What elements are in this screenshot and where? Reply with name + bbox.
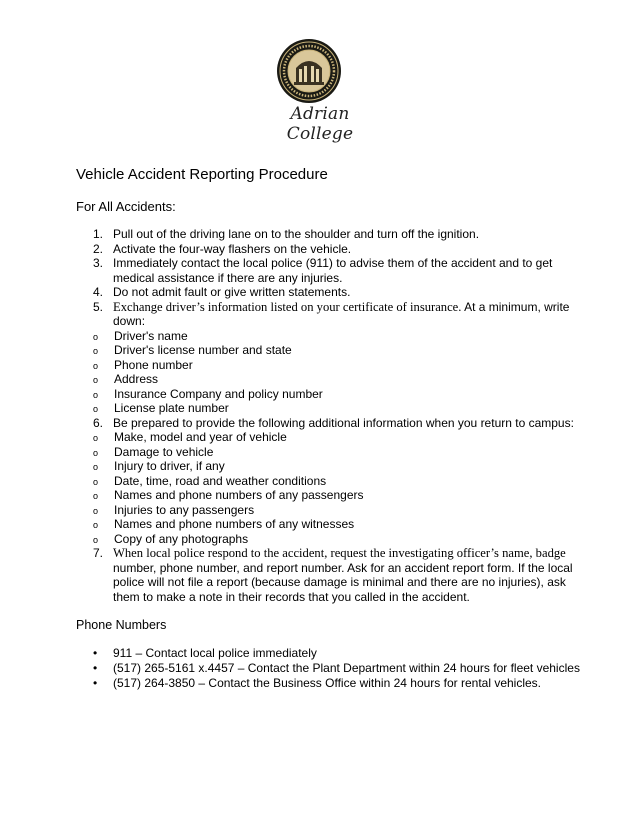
step-1: 1. Pull out of the driving lane on to the shoulder and turn off the ignition. [93, 227, 480, 241]
list-item: o Names and phone numbers of any witnesses [93, 517, 355, 531]
list-item: o Damage to vehicle [93, 444, 214, 459]
list-item: o Address [93, 372, 159, 386]
section-heading: For All Accidents: [76, 199, 176, 214]
list-item: o Make, model and year of vehicle [93, 430, 287, 444]
phone-item: • (517) 264-3850 – Contact the Business Office within 24 hours for rental vehicles. [93, 676, 542, 690]
list-item: o Names and phone numbers of any passengers [93, 488, 364, 502]
step-2: 2. Activate the four-way flashers on the vehicle. [93, 241, 352, 256]
step-4: 4. Do not admit fault or give written statements. [93, 285, 351, 299]
phone-numbers-heading: Phone Numbers [76, 618, 167, 632]
list-item: o Injuries to any passengers [93, 502, 255, 517]
page-title: Vehicle Accident Reporting Procedure [76, 166, 328, 183]
step-3: 3. Immediately contact the local police (911) to advise them of the accident and to get medical assistance if there are any injuries. [93, 256, 553, 285]
list-item: o Phone number [93, 357, 193, 372]
phone-item: • 911 – Contact local police immediately [93, 646, 317, 660]
college-name: Adrian College [286, 104, 354, 144]
step-5: 5. Exchange driver’s information listed on your certificate of insurance. At a minimum, write down: [93, 299, 570, 328]
list-item: o Insurance Company and policy number [93, 386, 323, 401]
list-item: o Date, time, road and weather conditions [93, 473, 327, 488]
college-logo [258, 38, 382, 144]
phone-item: • (517) 265-5161 x.4457 – Contact the Plant Department within 24 hours for fleet vehicles [93, 661, 580, 675]
list-item: o Injury to driver, if any [93, 459, 225, 473]
college-seal-icon [276, 38, 342, 104]
driver-info-list [76, 329, 576, 416]
phone-list [76, 646, 596, 691]
additional-info-list [76, 430, 576, 546]
step-6: 6. Be prepared to provide the following additional information when you return to campus: [93, 415, 574, 430]
list-item: o Copy of any photographs [93, 531, 249, 546]
list-item: o Driver's license number and state [93, 343, 292, 357]
list-item: o Driver's name [93, 328, 188, 343]
list-item: o License plate number [93, 401, 229, 415]
procedure-steps [76, 227, 576, 604]
step-7: 7. When local police respond to the accident, request the investigating officer’s name, badge number, phone number, and report number. Ask for an accident report form. If the local police will not file a report (because damage is minimal and there are no injuries), ask them to make a note in their records that you called in the accident. [93, 546, 573, 604]
